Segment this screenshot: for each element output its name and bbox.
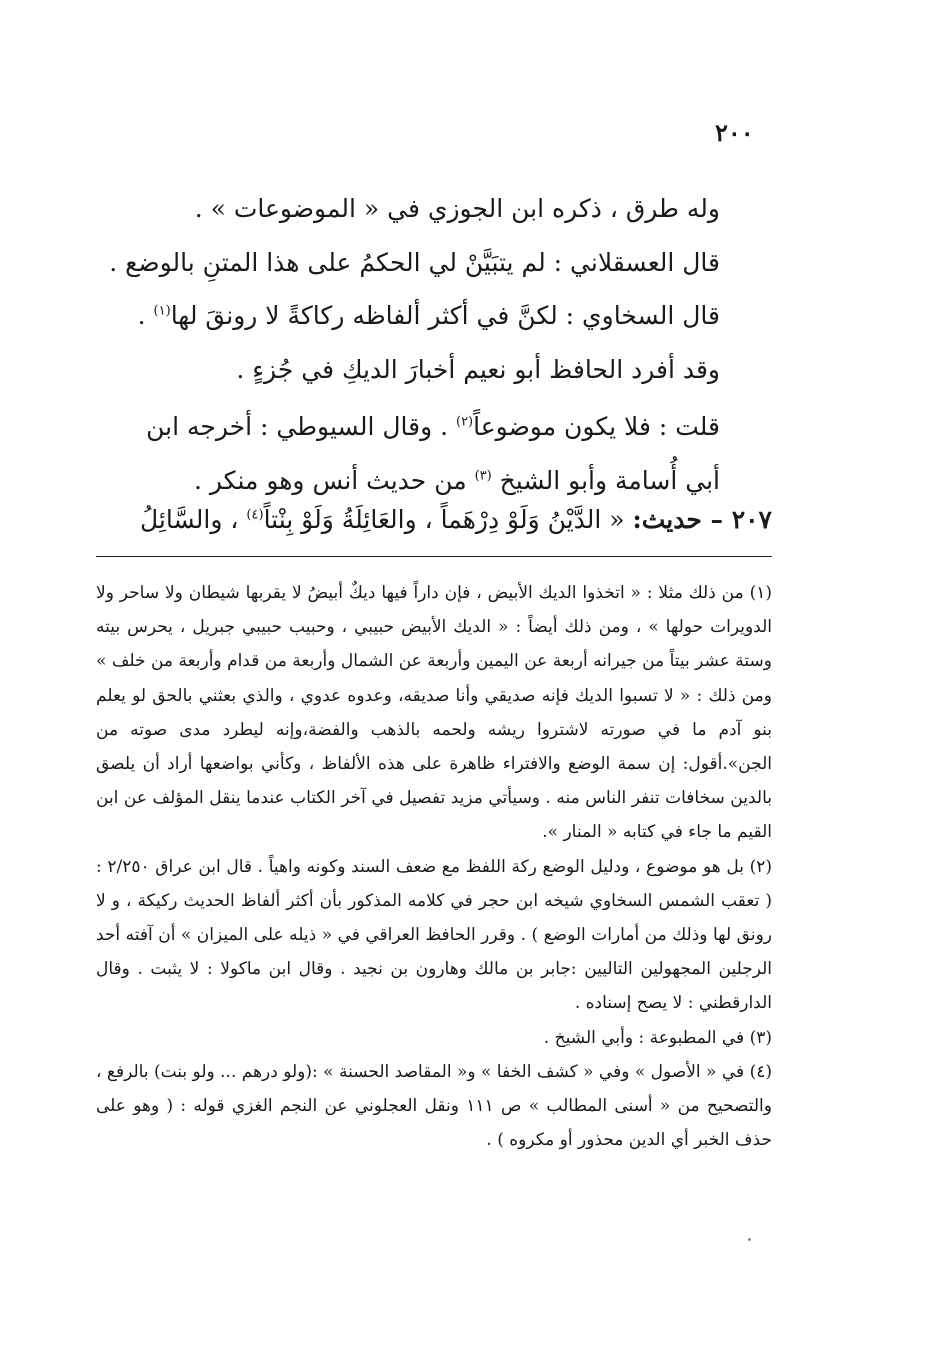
main-paragraph-text: أبي أُسامة وأبو الشيخ [491,465,720,495]
hadith-text: « الدَّيْنُ وَلَوْ دِرْهَماً ، والعَائِلَةُ وَلَوْ بِنْتاً [263,505,633,534]
main-paragraph-text: . وقال السيوطي : أخرجه ابن [146,412,456,441]
main-paragraph-text: قال السخاوي : لكنَّ في أكثر ألفاظه ركاكةً لا رونقَ لها [170,301,720,330]
main-paragraph-end: . [137,301,154,330]
main-paragraph: قال العسقلاني : لم يتبَيَّنْ لي الحكمُ على هذا المتنِ بالوضع . [109,247,720,277]
hadith-number: ٢٠٧ [731,505,772,534]
main-paragraph: وله طرق ، ذكره ابن الجوزي في « الموضوعات » . [194,194,720,223]
footnote-divider [96,556,772,557]
main-paragraph [96,289,720,343]
page-number: ٢٠٠ [715,118,754,147]
main-paragraph-text: من حديث أنس وهو منكر . [193,465,475,495]
footnote-reference: (٢) [455,414,474,430]
hadith-dash: – [701,505,732,534]
paper-speck [748,1238,751,1241]
main-text [96,182,720,507]
main-paragraph-text: قلت : فلا يكون موضوعاً [473,412,720,441]
footnote-2: (٢) بل هو موضوع ، ودليل الوضع ركة اللفظ مع ضعف السند وكونه واهياً . قال ابن عراق ٢/٢٥٠ : ( تعقب الشمس السخاوي شيخه ابن حجر في كلامه المذكور بأن أكثر ألفاظ الحديث ركيكة ، و لا رونق لها وذلك من أمارات الوضع ) . وقرر الحافظ العراقي في « ذيله على الميزان » أن آفته أحد الرجلين المجهولين التاليين :جابر بن مالك وهارون بن نجيد . وقال ابن ماكولا : لا يثبت . وقال الدارقطني : لا يصح إسناده . [96,856,772,1014]
main-paragraph [96,400,720,454]
footnote-reference: (٣) [474,468,492,484]
footnote-4: (٤) في « الأصول » وفي « كشف الخفا » و« المقاصد الحسنة » :(ولو درهم ... ولو بنت) بالرفع ، والتصحيح من « أسنى المطالب » ص ١١١ ونقل العجلوني عن النجم الغزي قوله : ( وهو على حذف الخبر أي الدين محذور أو مكروه ) . [96,1061,772,1151]
hadith-keyword: حديث: [632,505,702,534]
footnote-1: (١) من ذلك مثلا : « اتخذوا الديك الأبيض ، فإن داراً فيها ديكٌ أبيضُ لا يقربها شيطان ولا ساحر ولا الدويرات حولها » ، ومن ذلك أيضاً : « الديك الأبيض حبيبي ، وحبيب حبيبي جبريل ، يحرس بيته وستة عشر بيتاً من جيرانه أربعة عن اليمين وأربعة عن الشمال وأربعة من قدام وأربعة من خلف » ومن ذلك : « لا تسبوا الديك فإنه صديقي وأنا صديقه، وعدوه عدوي ، والذي بعثني بالحق لو يعلم بنو آدم ما في صورته لاشتروا ريشه ولحمه بالذهب والفضة،وإنه ليطرد مدى صوته من الجن».أقول: إن سمة الوضع والافتراء ظاهرة على هذه الألفاظ ، وكأني بواضعها أراد أن يلصق بالدين سخافات تنفر الناس منه . وسيأتي مزيد تفصيل في آخر الكتاب عندما ينقل المؤلف عن ابن القيم ما جاء في كتابه « المنار ». [96,583,772,843]
footnotes [96,576,772,1157]
hadith-text: ، والسَّائِلُ [140,505,247,534]
footnote-reference: (٤) [246,507,264,523]
main-paragraph [96,454,720,508]
footnote-reference: (١) [153,303,171,319]
footnote-3: (٣) في المطبوعة : وأبي الشيخ . [543,1027,772,1048]
hadith-heading [96,500,772,540]
main-paragraph: وقد أفرد الحافظ أبو نعيم أخبارَ الديكِ في جُزءٍ . [236,354,720,384]
